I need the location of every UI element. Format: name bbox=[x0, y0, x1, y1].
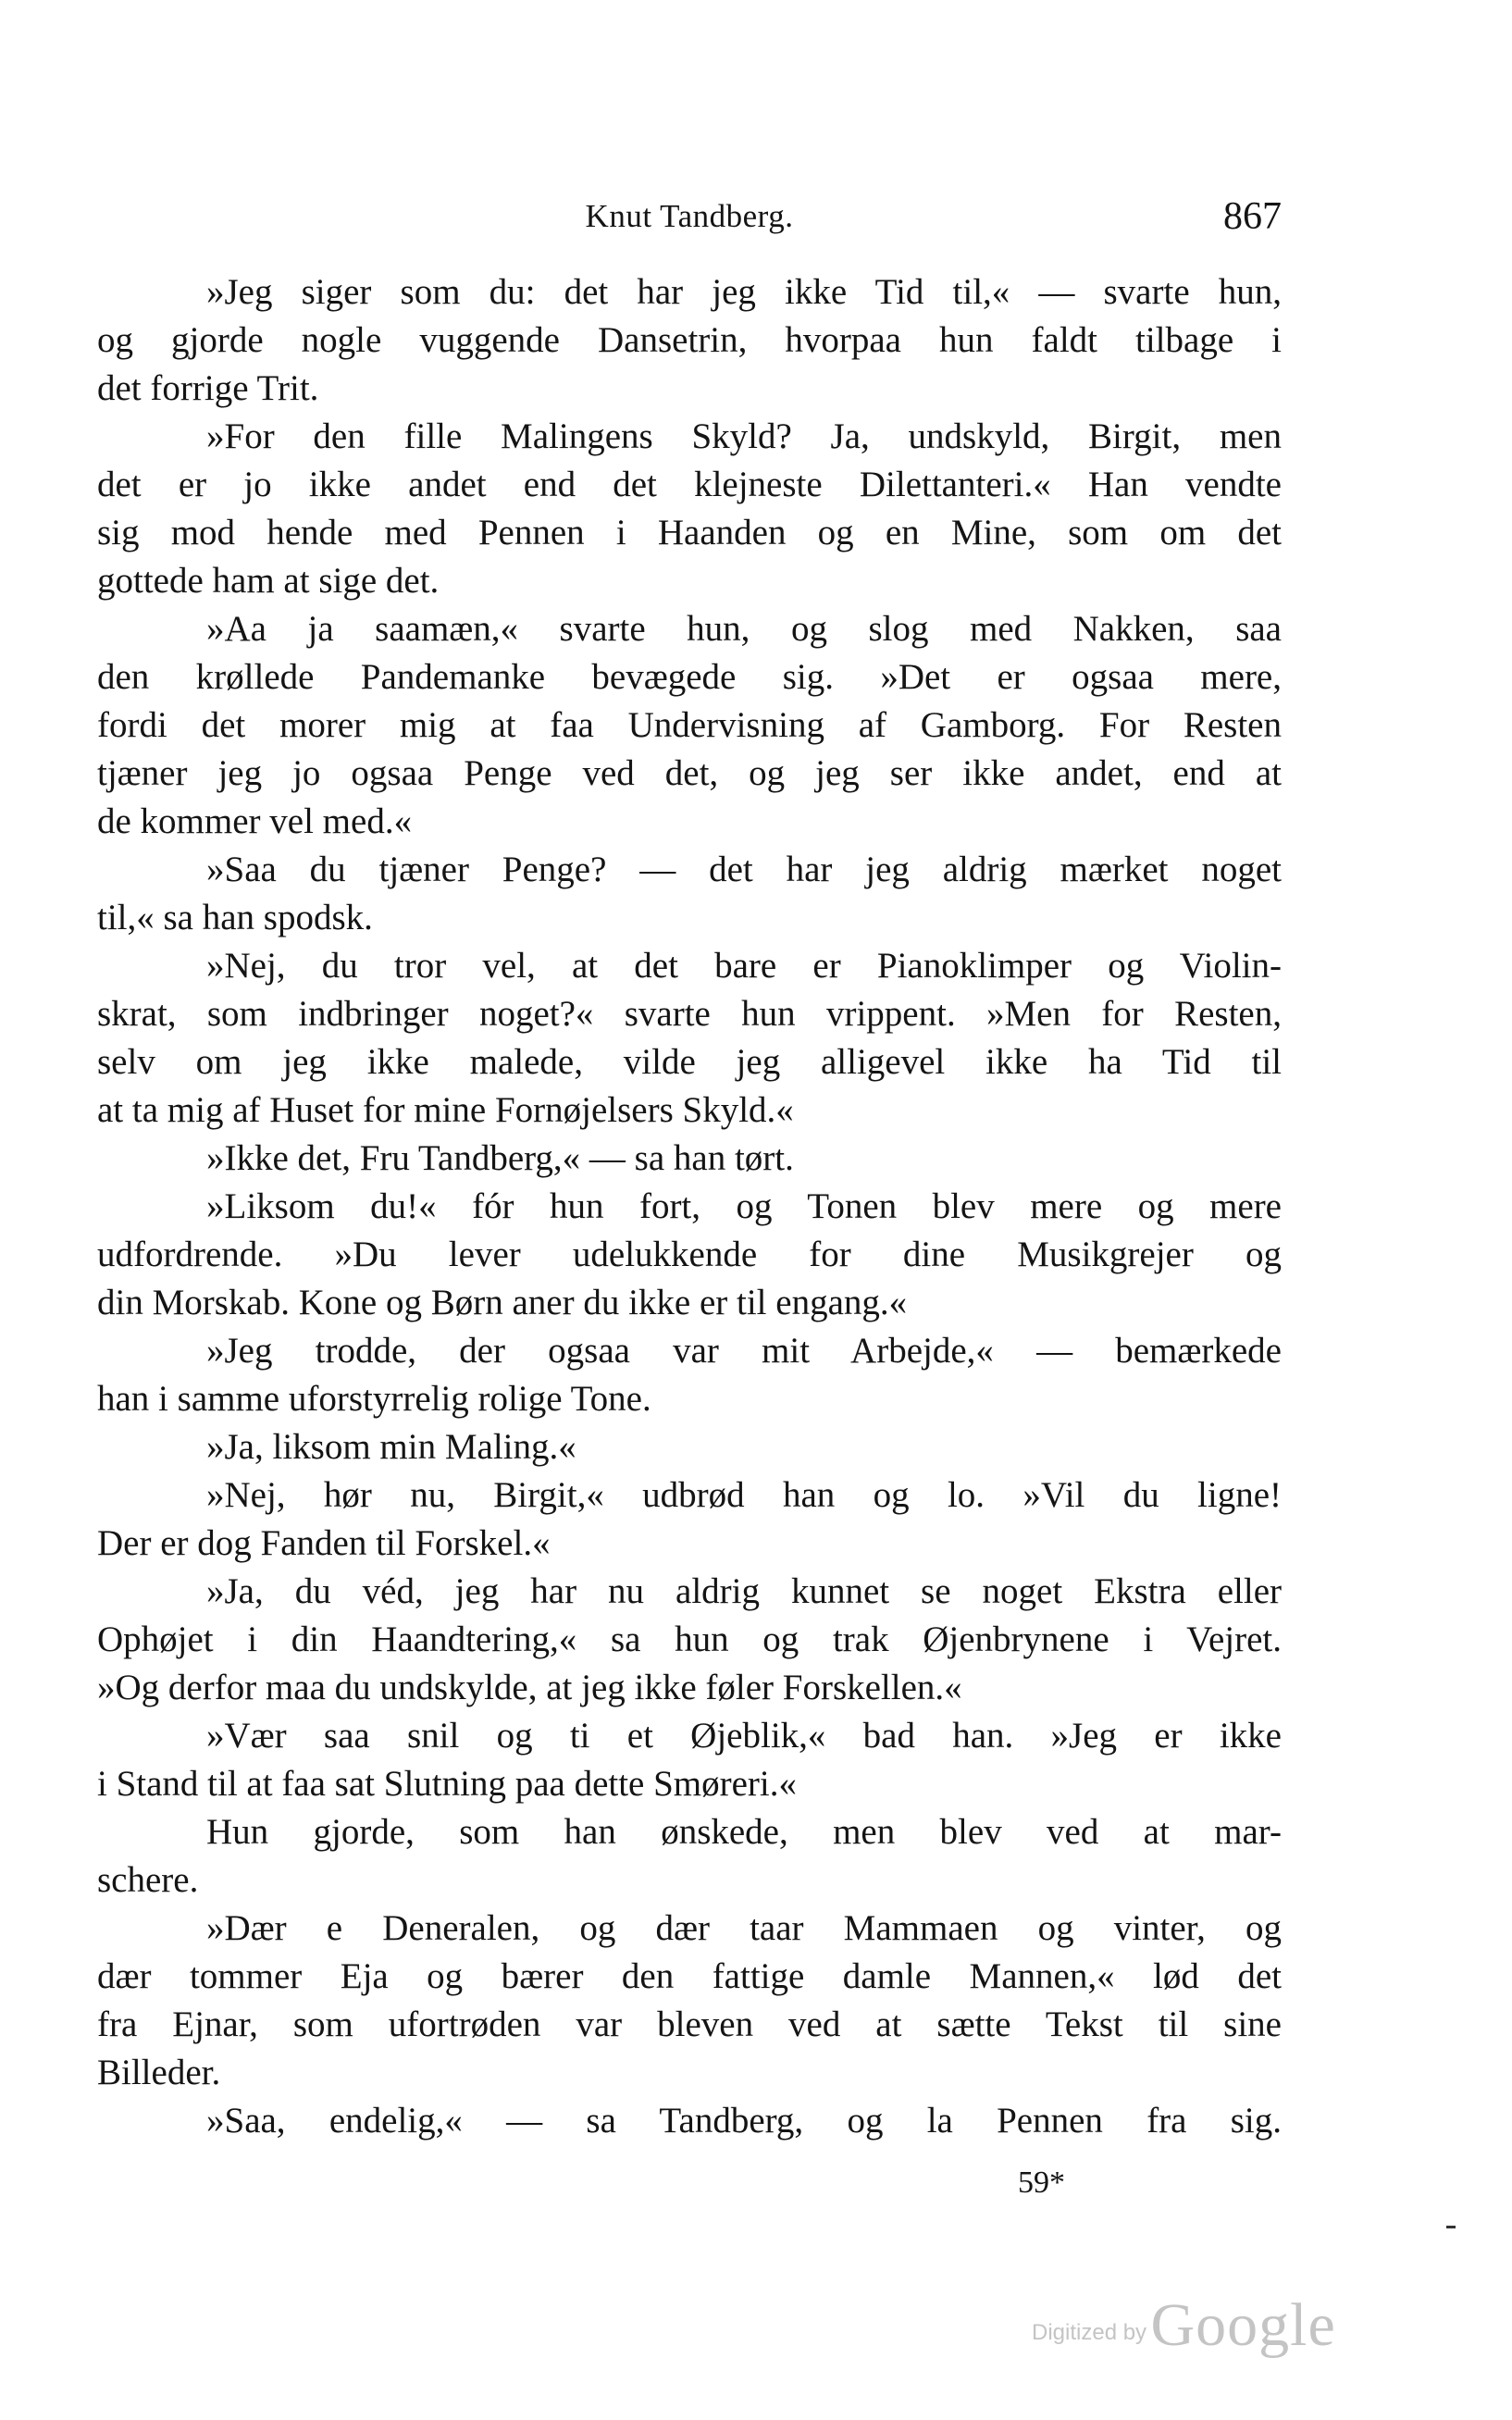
text-line: »Jeg trodde, der ogsaa var mit Arbejde,« — bemærkede bbox=[206, 1331, 1282, 1371]
watermark-digitized-by: Digitized by bbox=[1032, 2320, 1147, 2345]
text-line: fordi det morer mig at faa Undervisning af Gamborg. For Resten bbox=[97, 705, 1282, 745]
body-text bbox=[97, 268, 1282, 2145]
text-line: og gjorde nogle vuggende Dansetrin, hvorpaa hun faldt tilbage i bbox=[97, 320, 1282, 360]
page-header bbox=[97, 191, 1282, 246]
text-line: »Ikke det, Fru Tandberg,« — sa han tørt. bbox=[206, 1138, 794, 1178]
text-line: Billeder. bbox=[97, 2053, 221, 2092]
text-line: Der er dog Fanden til Forskel.« bbox=[97, 1523, 551, 1563]
text-line: til,« sa han spodsk. bbox=[97, 898, 373, 937]
text-line: skrat, som indbringer noget?« svarte hun vrippent. »Men for Resten, bbox=[97, 994, 1282, 1034]
text-line: gottede ham at sige det. bbox=[97, 561, 440, 601]
signature-mark: 59* bbox=[1018, 2166, 1065, 2200]
text-line: schere. bbox=[97, 1860, 199, 1900]
text-line: »Jeg siger som du: det har jeg ikke Tid til,« — svarte hun, bbox=[206, 272, 1282, 312]
text-line: fra Ejnar, som ufortrøden var bleven ved at sætte Tekst til sine bbox=[97, 2004, 1282, 2044]
text-line: Hun gjorde, som han ønskede, men blev ved at mar- bbox=[206, 1812, 1282, 1852]
text-line: den krøllede Pandemanke bevægede sig. »Det er ogsaa mere, bbox=[97, 657, 1282, 697]
text-line: din Morskab. Kone og Børn aner du ikke er til engang.« bbox=[97, 1283, 908, 1322]
text-line: »Ja, du véd, jeg har nu aldrig kunnet se noget Ekstra eller bbox=[206, 1571, 1282, 1611]
text-line: udfordrende. »Du lever udelukkende for dine Musikgrejer og bbox=[97, 1235, 1282, 1274]
text-line: »Dær e Deneralen, og dær taar Mammaen og vinter, og bbox=[206, 1908, 1282, 1948]
text-line: »Saa du tjæner Penge? — det har jeg aldrig mærket noget bbox=[206, 850, 1282, 889]
watermark-google-logo: Google bbox=[1150, 2291, 1336, 2359]
text-line: tjæner jeg jo ogsaa Penge ved det, og jeg ser ikke andet, end at bbox=[97, 753, 1282, 793]
text-line: »For den fille Malingens Skyld? Ja, undskyld, Birgit, men bbox=[206, 416, 1282, 456]
text-line: »Vær saa snil og ti et Øjeblik,« bad han. »Jeg er ikke bbox=[206, 1716, 1282, 1756]
text-line: de kommer vel med.« bbox=[97, 801, 413, 841]
text-line: det forrige Trit. bbox=[97, 368, 319, 408]
text-line: »Saa, endelig,« — sa Tandberg, og la Pennen fra sig. bbox=[206, 2101, 1282, 2141]
running-head: Knut Tandberg. bbox=[585, 198, 794, 234]
text-line: »Ja, liksom min Maling.« bbox=[206, 1427, 576, 1467]
digitized-watermark bbox=[1032, 2290, 1336, 2361]
margin-mark bbox=[1446, 2226, 1456, 2228]
text-line: »Nej, hør nu, Birgit,« udbrød han og lo. »Vil du ligne! bbox=[206, 1475, 1282, 1515]
text-line: sig mod hende med Pennen i Haanden og en Mine, som om det bbox=[97, 513, 1282, 552]
text-line: at ta mig af Huset for mine Fornøjelsers Skyld.« bbox=[97, 1090, 794, 1130]
page-number: 867 bbox=[1223, 195, 1282, 238]
text-line: han i samme uforstyrrelig rolige Tone. bbox=[97, 1379, 651, 1419]
text-line: selv om jeg ikke malede, vilde jeg alligevel ikke ha Tid til bbox=[97, 1042, 1282, 1082]
text-line: »Nej, du tror vel, at det bare er Pianoklimper og Violin- bbox=[206, 946, 1282, 986]
text-line: i Stand til at faa sat Slutning paa dette Smøreri.« bbox=[97, 1764, 798, 1804]
text-line: Ophøjet i din Haandtering,« sa hun og trak Øjenbrynene i Vejret. bbox=[97, 1620, 1282, 1659]
text-line: »Liksom du!« fór hun fort, og Tonen blev mere og mere bbox=[206, 1186, 1282, 1226]
text-line: »Aa ja saamæn,« svarte hun, og slog med Nakken, saa bbox=[206, 609, 1282, 649]
text-line: det er jo ikke andet end det klejneste Dilettanteri.« Han vendte bbox=[97, 465, 1282, 504]
text-line: »Og derfor maa du undskylde, at jeg ikke føler Forskellen.« bbox=[97, 1668, 962, 1707]
text-line: dær tommer Eja og bærer den fattige damle Mannen,« lød det bbox=[97, 1956, 1282, 1996]
